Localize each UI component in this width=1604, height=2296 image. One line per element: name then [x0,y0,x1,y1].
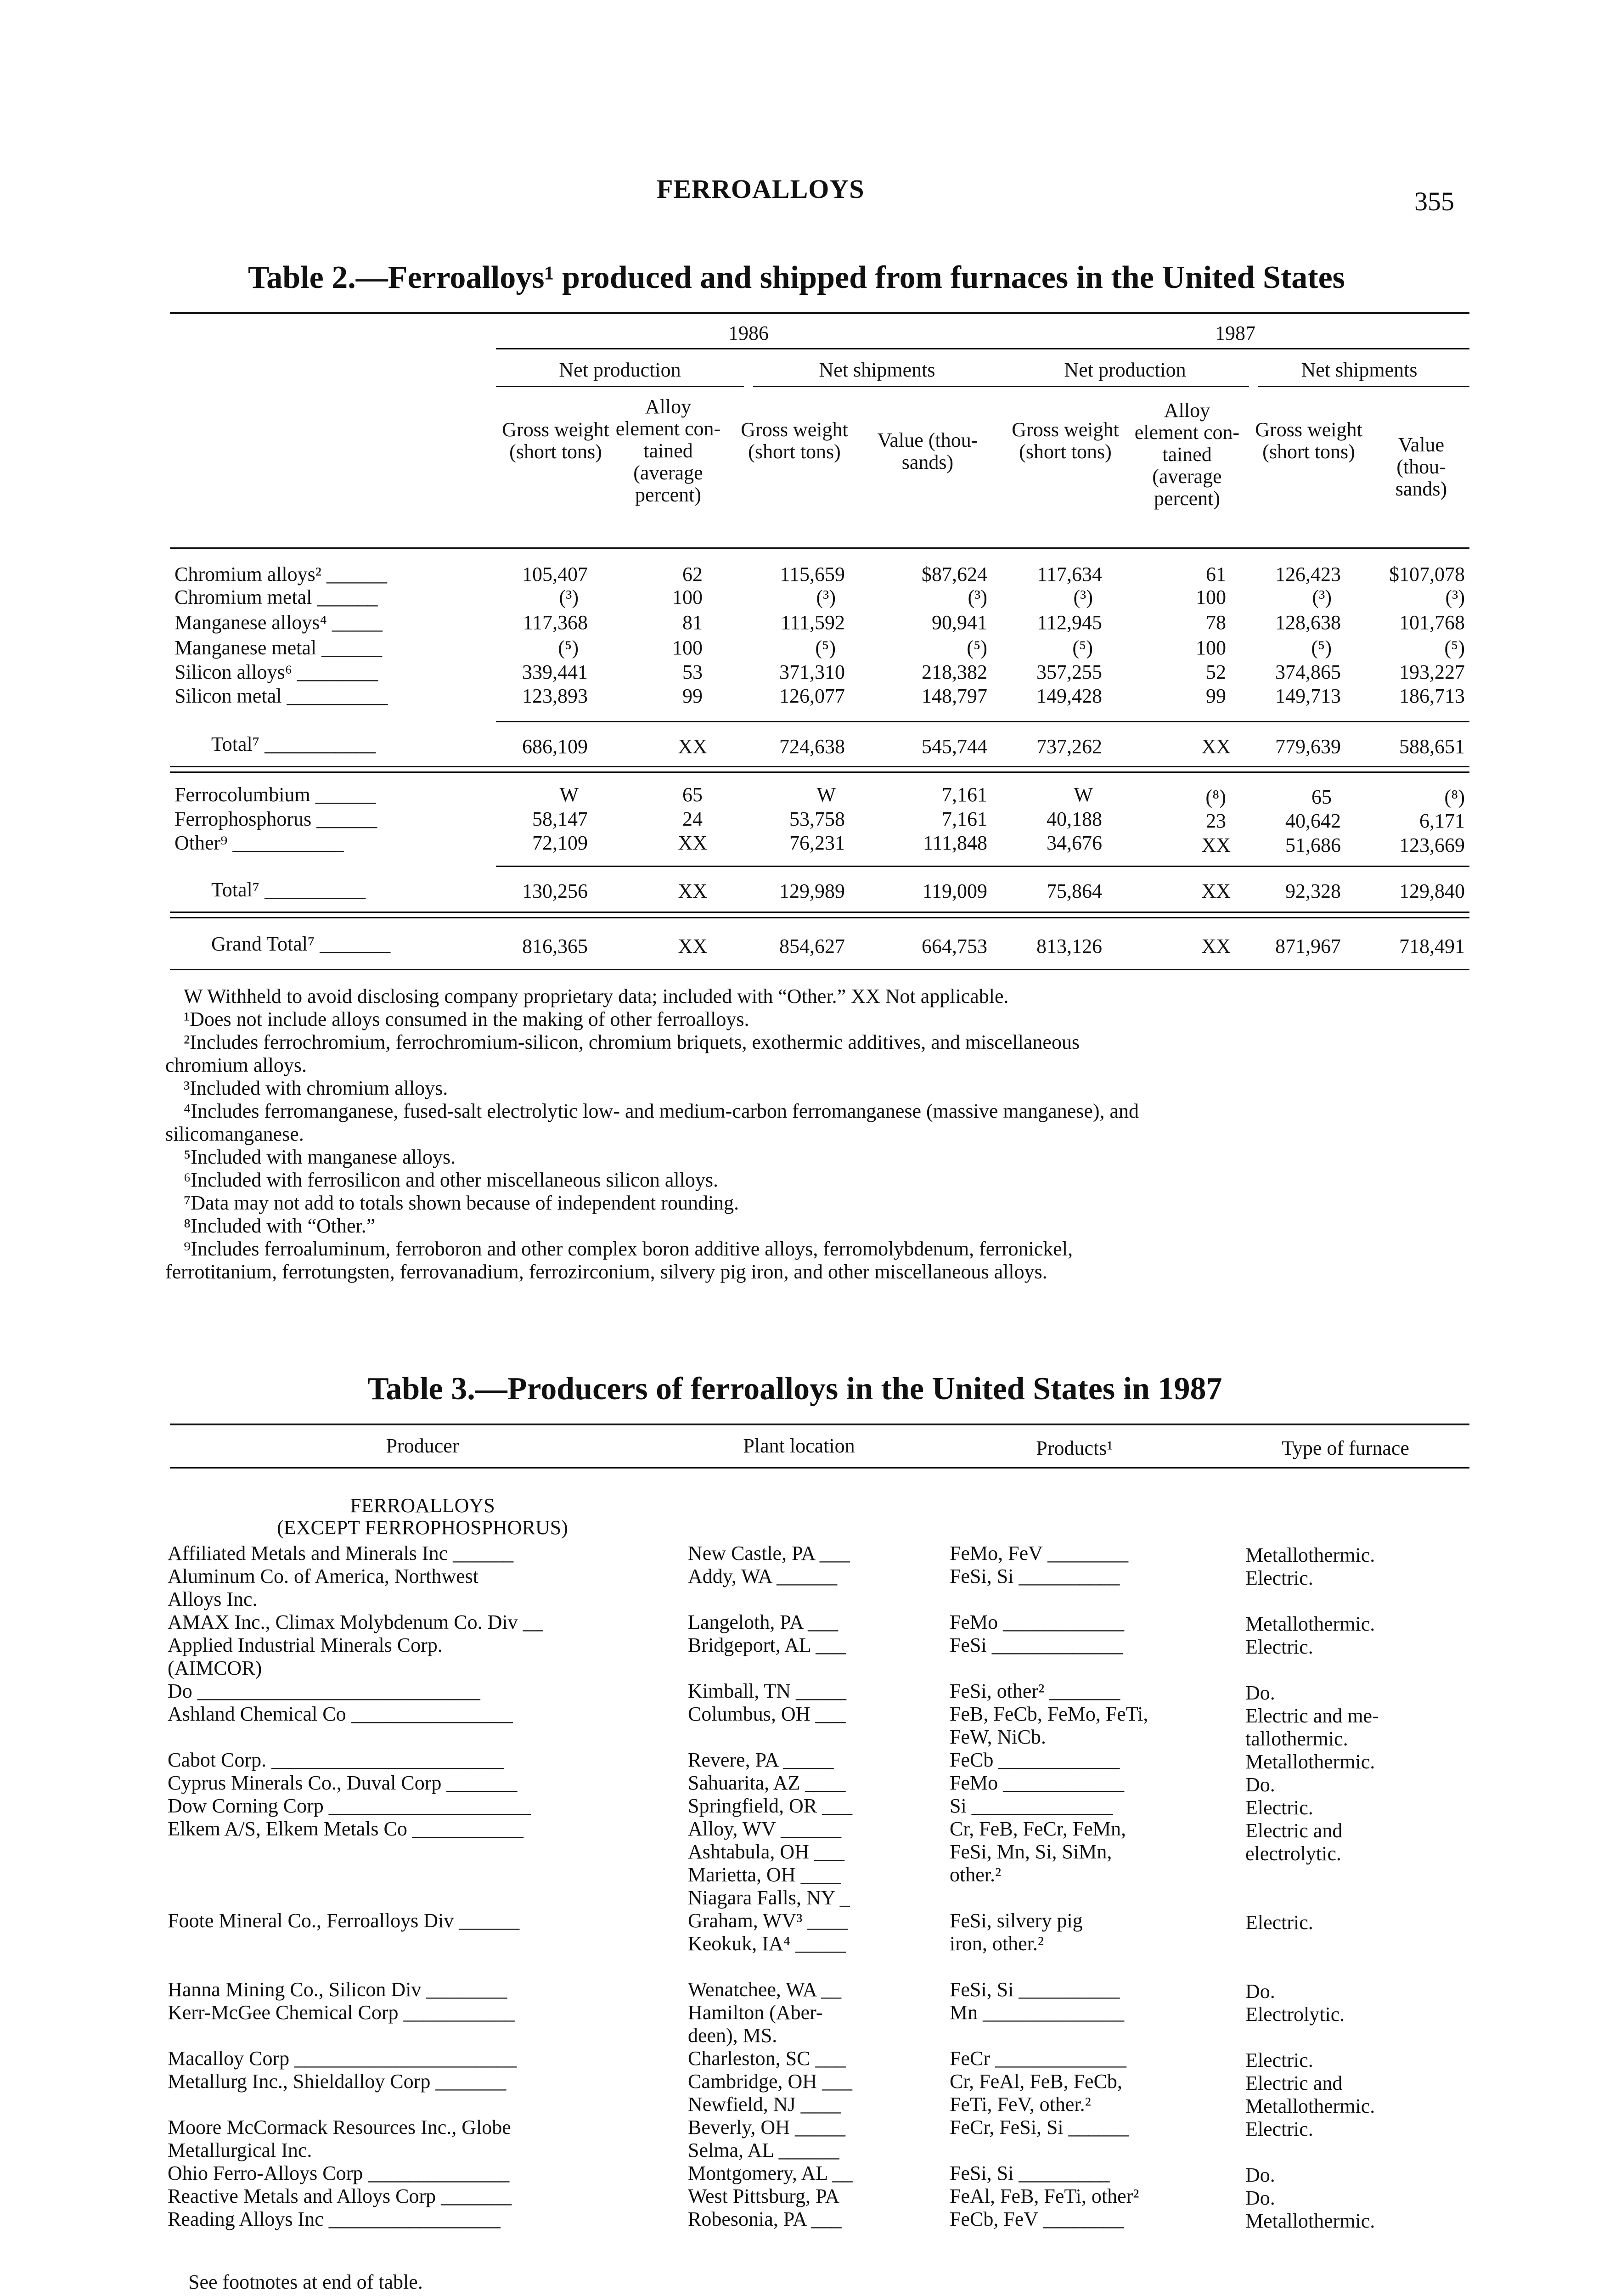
producer-line [168,1886,543,1909]
cell: 34,676 [1047,832,1102,854]
cell: 149,713 [1275,685,1341,707]
location-line: Hamilton (Aber- [688,2001,823,2024]
row-label: Silicon metal __________ [174,685,388,707]
producer-line: Hanna Mining Co., Silicon Div ________ [168,1978,507,2001]
rule-after-total-1b [170,771,1469,773]
cell: 737,262 [1036,735,1102,758]
row-label: Silicon alloys⁶ ________ [174,661,378,683]
producer-line: Ohio Ferro-Alloys Corp ______________ [168,2162,510,2184]
rule-group-2 [753,386,1001,387]
cell: XX [1201,735,1231,758]
location-line [688,1955,853,1978]
furnace-line [1245,2026,1379,2049]
location-line: New Castle, PA ___ [688,1542,850,1564]
cell: (⁵) [1311,636,1332,659]
producer-line [168,1726,543,1749]
location-line: Revere, PA _____ [688,1749,834,1771]
location-line: Addy, WA ______ [688,1565,838,1587]
products-line: FeSi, Si __________ [950,1978,1120,2001]
location-line: Selma, AL ______ [688,2139,839,2161]
cell: 99 [1206,685,1226,707]
products-line: FeW, NiCb. [950,1726,1046,1748]
furnace-line [1245,2141,1379,2164]
group-net-shipments-1986: Net shipments [819,359,935,381]
cell: 6,171 [1419,810,1465,832]
footnote: ⁸Included with “Other.” [184,1215,376,1237]
products-line: iron, other.² [950,1932,1044,1955]
table3-note: See footnotes at end of table. [188,2271,423,2293]
section-heading-line: FERROALLOYS [350,1494,495,1517]
producer-line: Alloys Inc. [168,1588,258,1610]
cell: W [816,783,836,806]
furnace-line: Electric and [1245,2072,1343,2094]
products-line [950,1657,1148,1680]
header-plant-location: Plant location [743,1435,855,1457]
cell: 126,423 [1275,563,1341,585]
products-line: FeSi, Si _________ [950,2162,1110,2184]
producer-line [168,1863,543,1886]
products-line: Si ______________ [950,1795,1113,1817]
cell: 75,864 [1047,880,1102,902]
products-line: FeMo ____________ [950,1611,1125,1633]
furnace-line: electrolytic. [1245,1842,1341,1865]
location-line: Columbus, OH ___ [688,1703,846,1725]
rule-group-1 [496,386,744,387]
producer-line: Cyprus Minerals Co., Duval Corp _______ [168,1772,518,1794]
location-line [688,1588,853,1611]
cell: (³) [559,586,579,608]
furnace-line: Do. [1245,2187,1275,2209]
location-line: deen), MS. [688,2024,777,2047]
cell: 117,634 [1037,563,1102,585]
footnote: chromium alloys. [165,1054,307,1076]
cell: 664,753 [922,935,987,957]
producer-line [168,1955,543,1978]
products-line [950,2024,1148,2047]
cell: 23 [1206,810,1226,832]
producer-line [168,1840,543,1863]
running-head: FERROALLOYS [657,174,865,204]
producer-line: Dow Corning Corp ____________________ [168,1795,531,1817]
cell: 7,161 [942,783,987,806]
cell: (⁵) [558,636,579,659]
furnace-line [1245,1934,1379,1957]
products-line: FeMo ____________ [950,1772,1125,1794]
cell: 53,758 [789,808,845,830]
cell: W [1074,783,1093,806]
row-label: Total⁷ ___________ [211,733,376,755]
table2-title: Table 2.—Ferroalloys¹ produced and shipped from furnaces in the United States [248,260,1345,295]
cell: W [559,783,579,806]
cell: 129,989 [779,880,845,902]
cell: 149,428 [1036,685,1102,707]
furnace-line: Metallothermic. [1245,1544,1375,1566]
furnace-line: Electric and [1245,1819,1343,1842]
cell: 357,255 [1036,661,1102,683]
furnace-line: Electric. [1245,1636,1313,1658]
cell: 7,161 [942,808,987,830]
footnote: ferrotitanium, ferrotungsten, ferrovanadium, ferrozirconium, silvery pig iron, and other miscellaneous alloys. [165,1261,1047,1283]
furnace-line: Metallothermic. [1245,1750,1375,1773]
furnace-line: Electric. [1245,2118,1313,2140]
products-line: FeMo, FeV ________ [950,1542,1129,1564]
cell: (³) [1073,586,1093,608]
cell: (³) [968,586,987,608]
footnote: ⁹Includes ferroaluminum, ferroboron and other complex boron additive alloys, ferromolybdenum, ferronickel, [184,1238,1073,1260]
location-line: Alloy, WV ______ [688,1818,842,1840]
footnote: silicomanganese. [165,1123,304,1145]
producer-line: Foote Mineral Co., Ferroalloys Div ______ [168,1909,520,1932]
producer-line: AMAX Inc., Climax Molybdenum Co. Div __ [168,1611,543,1633]
cell: 374,865 [1275,661,1341,683]
cell: (⁵) [1444,636,1465,659]
location-line: Niagara Falls, NY _ [688,1886,850,1909]
cell: 148,797 [922,685,987,707]
producer-line [168,2093,543,2116]
cell: 40,188 [1047,808,1102,830]
cell: 62 [682,563,703,585]
rule-1986 [496,348,1001,349]
row-label: Ferrophosphorus ______ [174,808,377,830]
cell: 339,441 [522,661,588,683]
cell: 779,639 [1275,735,1341,758]
producer-line: Do ____________________________ [168,1680,480,1702]
cell: 123,669 [1399,834,1465,856]
furnace-line: Metallothermic. [1245,1613,1375,1635]
cell: 24 [682,808,703,830]
row-label: Ferrocolumbium ______ [174,783,376,806]
location-line: Newfield, NJ ____ [688,2093,841,2116]
cell: (⁵) [1072,636,1093,659]
products-line: FeSi, Mn, Si, SiMn, [950,1840,1112,1863]
rule-after-total-2b [170,917,1469,918]
producer-line: Moore McCormack Resources Inc., Globe [168,2116,511,2138]
cell: 99 [682,685,703,707]
footnote: ¹Does not include alloys consumed in the making of other ferroalloys. [184,1008,749,1030]
producer-line: Aluminum Co. of America, Northwest [168,1565,479,1587]
rule-group-3 [1001,386,1249,387]
cell: (³) [1445,586,1465,608]
products-line: FeSi _____________ [950,1634,1123,1656]
cell: XX [678,832,707,854]
products-line: Cr, FeB, FeCr, FeMn, [950,1818,1126,1840]
footnote: ⁶Included with ferrosilicon and other miscellaneous silicon alloys. [184,1169,718,1191]
cell: 128,638 [1275,611,1341,634]
products-line: FeCr _____________ [950,2047,1126,2070]
col-gross-weight-prod-1987: Gross weight (short tons) [1012,418,1119,463]
cell: XX [678,935,707,957]
rule-after-total-1a [170,766,1469,767]
products-line [950,2139,1148,2162]
cell: 854,627 [779,935,845,957]
location-line: Sahuarita, AZ ____ [688,1772,846,1794]
cell: 65 [1311,786,1332,808]
cell: (⁵) [967,636,987,659]
cell: 61 [1206,563,1226,585]
cell: 545,744 [922,735,987,758]
header-type-of-furnace: Type of furnace [1282,1437,1409,1459]
cell: 126,077 [779,685,845,707]
producer-line: Ashland Chemical Co ________________ [168,1703,513,1725]
location-line: Charleston, SC ___ [688,2047,846,2070]
table2-bottom-rule [170,969,1469,970]
cell: (³) [1312,586,1332,608]
cell: XX [678,735,707,758]
header-products: Products¹ [1036,1437,1113,1459]
cell: 112,945 [1037,611,1102,634]
furnace-line: Electric. [1245,1796,1313,1819]
cell: 92,328 [1285,880,1341,902]
cell: 186,713 [1399,685,1465,707]
products-line: Mn ______________ [950,2001,1125,2024]
location-line: Graham, WV³ ____ [688,1909,848,1932]
location-line: Beverly, OH _____ [688,2116,845,2138]
col-value-1987: Value (thou- sands) [1395,433,1447,500]
location-line: Cambridge, OH ___ [688,2070,853,2093]
row-label: Manganese alloys⁴ _____ [174,611,383,634]
table3-header-rule [170,1467,1469,1469]
furnace-line: Electric. [1245,1911,1313,1934]
cell: 52 [1206,661,1226,683]
cell: XX [678,880,707,902]
location-line: Bridgeport, AL ___ [688,1634,846,1656]
products-line [950,1588,1148,1611]
products-line: FeSi, silvery pig [950,1909,1083,1932]
row-label: Manganese metal ______ [174,636,383,659]
cell: 65 [682,783,703,806]
cell: 100 [1196,636,1226,659]
furnace-line: Electric. [1245,1567,1313,1589]
cell: 816,365 [522,935,588,957]
furnace-column [1245,1544,1379,2233]
furnace-line: Metallothermic. [1245,2095,1375,2117]
products-line: Cr, FeAl, FeB, FeCb, [950,2070,1122,2093]
cell: (⁸) [1205,786,1226,808]
cell: 53 [682,661,703,683]
cell: 588,651 [1399,735,1465,758]
producer-line: Cabot Corp. _______________________ [168,1749,504,1771]
cell: $87,624 [922,563,987,585]
producer-line: Kerr-McGee Chemical Corp ___________ [168,2001,515,2024]
furnace-line: Electric. [1245,2049,1313,2071]
cell: 78 [1206,611,1226,634]
location-line: West Pittsburg, PA [688,2185,840,2207]
row-label: Total⁷ __________ [211,878,366,901]
cell: 371,310 [779,661,845,683]
producer-line: Reading Alloys Inc _________________ [168,2208,501,2230]
footnote: ⁷Data may not add to totals shown because of independent rounding. [184,1192,739,1214]
rule-1987 [1001,348,1469,349]
location-line: Ashtabula, OH ___ [688,1840,844,1863]
row-label: Chromium alloys² ______ [174,563,387,585]
table2-footnotes [165,985,1139,1283]
footnote: ²Includes ferrochromium, ferrochromium-silicon, chromium briquets, exothermic additives, and miscellaneous [184,1031,1080,1053]
products-line: other.² [950,1863,1002,1886]
furnace-line: Do. [1245,1980,1275,2003]
cell: 90,941 [932,611,987,634]
section-heading [170,1495,675,1539]
products-line [950,1955,1148,1978]
producer-line [168,2024,543,2047]
products-line: FeSi, other² _______ [950,1680,1120,1702]
cell: 871,967 [1275,935,1341,957]
table3-top-rule [170,1424,1469,1425]
rule-total-2 [496,866,1469,867]
table2-top-rule [170,312,1469,314]
furnace-line [1245,1865,1379,1888]
rule-header-bottom [170,547,1469,549]
cell: (³) [816,586,836,608]
rule-after-total-2a [170,912,1469,913]
col-gross-weight-ship-1986: Gross weight (short tons) [741,418,848,463]
rule-group-4 [1258,386,1469,387]
cell: 72,109 [532,832,588,854]
group-net-shipments-1987: Net shipments [1301,359,1418,381]
cell: 718,491 [1399,935,1465,957]
products-line: FeCb ____________ [950,1749,1120,1771]
products-line: FeCb, FeV ________ [950,2208,1124,2230]
producer-line: Metallurg Inc., Shieldalloy Corp _______ [168,2070,507,2093]
furnace-line [1245,1659,1379,1682]
furnace-line [1245,1957,1379,1980]
products-line [950,1886,1148,1909]
col-alloy-element-1986: Alloy element con- tained (average percent) [615,395,721,506]
header-producer: Producer [386,1435,459,1457]
cell: 193,227 [1399,661,1465,683]
cell: 813,126 [1036,935,1102,957]
cell: $107,078 [1389,563,1465,585]
footnote: ³Included with chromium alloys. [184,1077,448,1099]
row-label: Chromium metal ______ [174,586,378,608]
cell: 686,109 [522,735,588,758]
cell: (⁸) [1444,786,1465,808]
location-column [688,1542,853,2231]
producer-line: (AIMCOR) [168,1657,262,1679]
cell: XX [1201,935,1231,957]
location-line: Marietta, OH ____ [688,1863,841,1886]
products-line: FeTi, FeV, other.² [950,2093,1091,2116]
cell: 111,592 [781,611,845,634]
furnace-line [1245,1888,1379,1911]
cell: 58,147 [532,808,588,830]
location-line [688,1726,853,1749]
col-value-1986: Value (thou- sands) [877,429,978,473]
location-line: Robesonia, PA ___ [688,2208,842,2230]
cell: 218,382 [922,661,987,683]
footnote: W Withheld to avoid disclosing company proprietary data; included with “Other.” XX Not applicable. [184,985,1009,1007]
footnote: ⁵Included with manganese alloys. [184,1146,456,1168]
page-number: 355 [1414,186,1454,216]
location-line: Langeloth, PA ___ [688,1611,839,1633]
cell: 100 [672,636,703,659]
cell: XX [1201,880,1231,902]
footnote: ⁴Includes ferromanganese, fused-salt electrolytic low- and medium-carbon ferromanganese (massive manganese), and [184,1100,1139,1122]
products-line: FeCr, FeSi, Si ______ [950,2116,1129,2138]
location-line: Springfield, OR ___ [688,1795,853,1817]
cell: 105,407 [522,563,588,585]
location-line: Kimball, TN _____ [688,1680,847,1702]
producer-line: Macalloy Corp ______________________ [168,2047,517,2070]
cell: 81 [682,611,703,634]
row-label: Grand Total⁷ _______ [211,933,391,955]
group-net-production-1987: Net production [1064,359,1186,381]
producer-line: Elkem A/S, Elkem Metals Co ___________ [168,1818,523,1840]
col-alloy-element-1987: Alloy element con- tained (average percent) [1134,399,1240,510]
section-heading-line: (EXCEPT FERROPHOSPHORUS) [277,1516,568,1539]
cell: 129,840 [1399,880,1465,902]
products-line: FeSi, Si __________ [950,1565,1120,1587]
products-line: FeAl, FeB, FeTi, other² [950,2185,1139,2207]
furnace-line: Electrolytic. [1245,2003,1345,2026]
cell: 123,893 [522,685,588,707]
year-1986: 1986 [728,322,769,344]
cell: (⁵) [815,636,836,659]
cell: 117,368 [523,611,588,634]
producer-line: Affiliated Metals and Minerals Inc ______ [168,1542,514,1564]
cell: 51,686 [1285,834,1341,856]
furnace-line: Do. [1245,1773,1275,1796]
cell: 111,848 [923,832,987,854]
row-label: Other⁹ ___________ [174,832,344,854]
cell: 130,256 [522,880,588,902]
col-gross-weight-prod-1986: Gross weight (short tons) [502,418,609,463]
rule-total-1 [496,721,1469,722]
location-line [688,1657,853,1680]
cell: XX [1201,834,1231,856]
cell: 101,768 [1399,611,1465,634]
furnace-line: Do. [1245,1682,1275,1704]
cell: 76,231 [789,832,845,854]
location-line: Wenatchee, WA __ [688,1978,842,2001]
location-line: Montgomery, AL __ [688,2162,853,2184]
furnace-line: tallothermic. [1245,1728,1348,1750]
cell: 115,659 [780,563,845,585]
furnace-line: Do. [1245,2164,1275,2186]
table3-title: Table 3.—Producers of ferroalloys in the United States in 1987 [367,1371,1222,1407]
producer-line: Applied Industrial Minerals Corp. [168,1634,443,1656]
col-gross-weight-ship-1987: Gross weight (short tons) [1255,418,1362,463]
products-column [950,1542,1148,2231]
cell: 119,009 [922,880,987,902]
cell: 724,638 [779,735,845,758]
producer-line: Metallurgical Inc. [168,2139,312,2161]
location-line: Keokuk, IA⁴ _____ [688,1932,846,1955]
producer-column [168,1542,543,2231]
furnace-line: Electric and me- [1245,1705,1379,1727]
cell: 100 [1196,586,1226,608]
furnace-line: Metallothermic. [1245,2210,1375,2232]
furnace-line [1245,1590,1379,1613]
cell: 40,642 [1285,810,1341,832]
producer-line [168,1932,543,1955]
group-net-production-1986: Net production [559,359,681,381]
cell: 100 [672,586,703,608]
year-1987: 1987 [1215,322,1255,344]
products-line: FeB, FeCb, FeMo, FeTi, [950,1703,1148,1725]
producer-line: Reactive Metals and Alloys Corp _______ [168,2185,512,2207]
